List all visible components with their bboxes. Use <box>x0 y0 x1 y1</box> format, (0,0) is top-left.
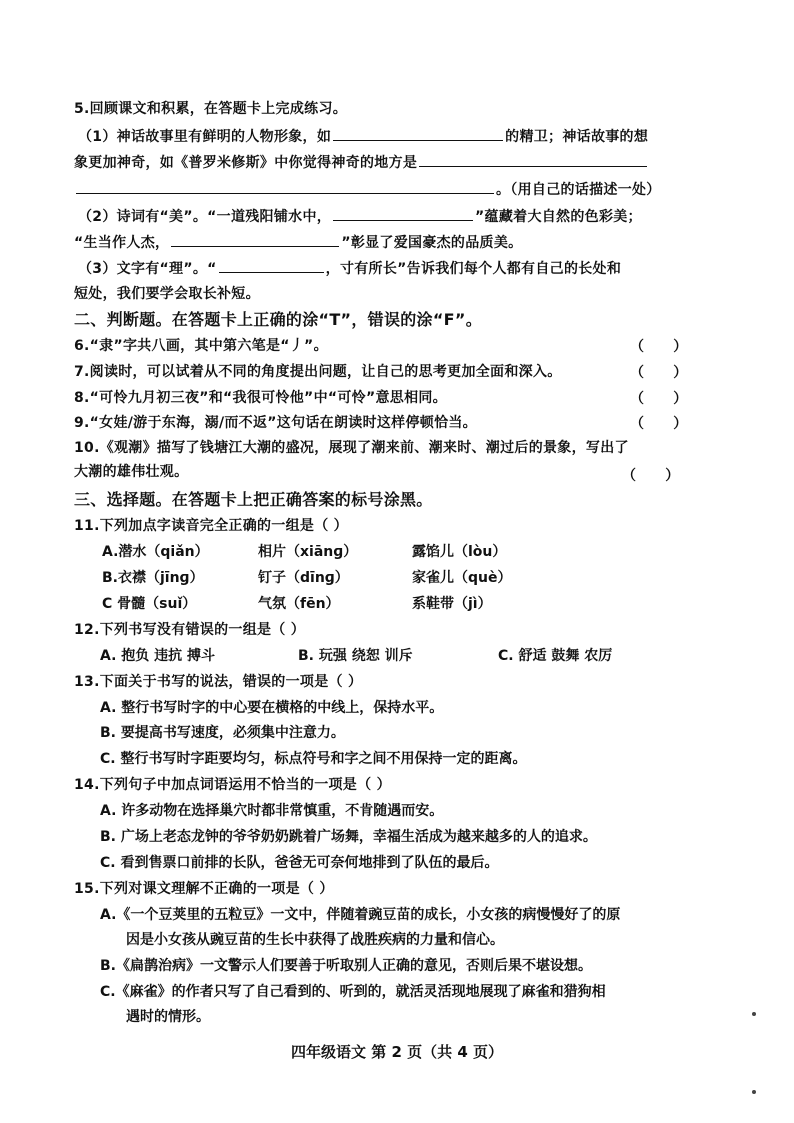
scan-speck <box>752 1090 756 1094</box>
q5-line7: 短处，我们要学会取长补短。 <box>74 286 260 302</box>
q14-option-a: A. 许多动物在选择巢穴时都非常慎重，不肯随遇而安。 <box>100 803 444 819</box>
q15-option-a-line2: 因是小女孩从豌豆苗的生长中获得了战胜疾病的力量和信心。 <box>126 932 504 948</box>
q5-line2: 象更加神奇，如《普罗米修斯》中你觉得神奇的地方是 <box>74 152 649 173</box>
q11-title: 11.下列加点字读音完全正确的一组是（ ） <box>74 518 348 534</box>
q7-text: 7.阅读时，可以试着从不同的角度提出问题，让自己的思考更加全面和深入。 <box>74 364 562 380</box>
q14-option-b: B. 广场上老态龙钟的爷爷奶奶跳着广场舞，幸福生活成为越来越多的人的追求。 <box>100 829 597 845</box>
q13-option-a: A. 整行书写时字的中心要在横格的中线上，保持水平。 <box>100 700 444 716</box>
q9-answer-paren: （ ） <box>630 416 688 432</box>
q5-line5: “生当作人杰， ”彰显了爱国豪杰的品质美。 <box>74 232 522 253</box>
q10-line1: 10.《观潮》描写了钱塘江大潮的盛况，展现了潮来前、潮来时、潮过后的景象，写出了 <box>74 440 629 456</box>
q15-title: 15.下列对课文理解不正确的一项是（ ） <box>74 881 334 897</box>
q13-option-b: B. 要提高书写速度，必须集中注意力。 <box>100 725 345 741</box>
q14-option-c: C. 看到售票口前排的长队，爸爸无可奈何地排到了队伍的最后。 <box>100 855 499 871</box>
q5-line4: （2）诗词有“美”。“一道残阳铺水中， ”蕴藏着大自然的色彩美； <box>78 206 642 227</box>
q6-answer-paren: （ ） <box>630 339 688 355</box>
q13-title: 13.下面关于书写的说法，错误的一项是（ ） <box>74 674 363 690</box>
q10-answer-paren: （ ） <box>622 468 680 484</box>
page-footer: 四年级语文 第 2 页（共 4 页） <box>291 1043 503 1061</box>
q11-option-c3: 系鞋带（jì） <box>412 596 492 612</box>
answer-blank <box>419 152 647 167</box>
q5-line1: （1）神话故事里有鲜明的人物形象，如 的精卫；神话故事的想 <box>78 126 648 147</box>
q5-title: 5.回顾课文和积累，在答题卡上完成练习。 <box>74 101 348 117</box>
section-3-title: 三、选择题。在答题卡上把正确答案的标号涂黑。 <box>74 490 433 509</box>
q11-option-c1: C 骨髓（suǐ） <box>102 596 197 612</box>
answer-blank <box>76 179 494 194</box>
q11-option-b1: B.衣襟（jīnɡ） <box>102 570 204 586</box>
q11-option-a3: 露馅儿（lòu） <box>412 544 507 560</box>
q11-option-b2: 钉子（dīnɡ） <box>258 570 349 586</box>
answer-blank <box>333 126 503 141</box>
q11-option-a2: 相片（xiānɡ） <box>258 544 358 560</box>
answer-blank <box>219 258 324 273</box>
q11-option-c2: 气氛（fēn） <box>258 596 340 612</box>
q13-option-c: C. 整行书写时字距要均匀，标点符号和字之间不用保持一定的距离。 <box>100 751 527 767</box>
q9-text: 9.“女娃/游于东海，溺/而不返”这句话在朗读时这样停顿恰当。 <box>74 415 477 431</box>
q11-option-b3: 家雀儿（què） <box>412 570 512 586</box>
q6-text: 6.“隶”字共八画，其中第六笔是“丿”。 <box>74 338 328 354</box>
q5-line3: 。（用自己的话描述一处） <box>74 179 661 200</box>
q12-title: 12.下列书写没有错误的一组是（ ） <box>74 622 306 638</box>
q15-option-c-line1: C.《麻雀》的作者只写了自己看到的、听到的，就活灵活现地展现了麻雀和猎狗相 <box>100 984 606 1000</box>
q7-answer-paren: （ ） <box>630 365 688 381</box>
q8-answer-paren: （ ） <box>630 391 688 407</box>
q12-option-a: A. 抱负 违抗 搏斗 <box>100 648 216 664</box>
q14-title: 14.下列句子中加点词语运用不恰当的一项是（ ） <box>74 777 391 793</box>
scan-speck <box>752 1012 756 1016</box>
q12-option-c: C. 舒适 鼓舞 农厉 <box>498 648 613 664</box>
q15-option-c-line2: 遇时的情形。 <box>126 1009 210 1025</box>
q5-line6: （3）文字有“理”。“ ，寸有所长”告诉我们每个人都有自己的长处和 <box>78 258 621 279</box>
answer-blank <box>171 232 339 247</box>
q8-text: 8.“可怜九月初三夜”和“我很可怜他”中“可怜”意思相同。 <box>74 390 447 406</box>
section-2-title: 二、判断题。在答题卡上正确的涂“T”，错误的涂“F”。 <box>74 310 483 329</box>
q15-option-a-line1: A.《一个豆荚里的五粒豆》一文中，伴随着豌豆苗的成长，小女孩的病慢慢好了的原 <box>100 907 621 923</box>
q15-option-b: B.《扁鹊治病》一文警示人们要善于听取别人正确的意见，否则后果不堪设想。 <box>100 958 592 974</box>
q10-line2: 大潮的雄伟壮观。 <box>74 464 189 480</box>
q11-option-a1: A.潜水（qiǎn） <box>102 544 209 560</box>
answer-blank <box>333 206 473 221</box>
q12-option-b: B. 玩强 绕恕 训斥 <box>298 648 413 664</box>
